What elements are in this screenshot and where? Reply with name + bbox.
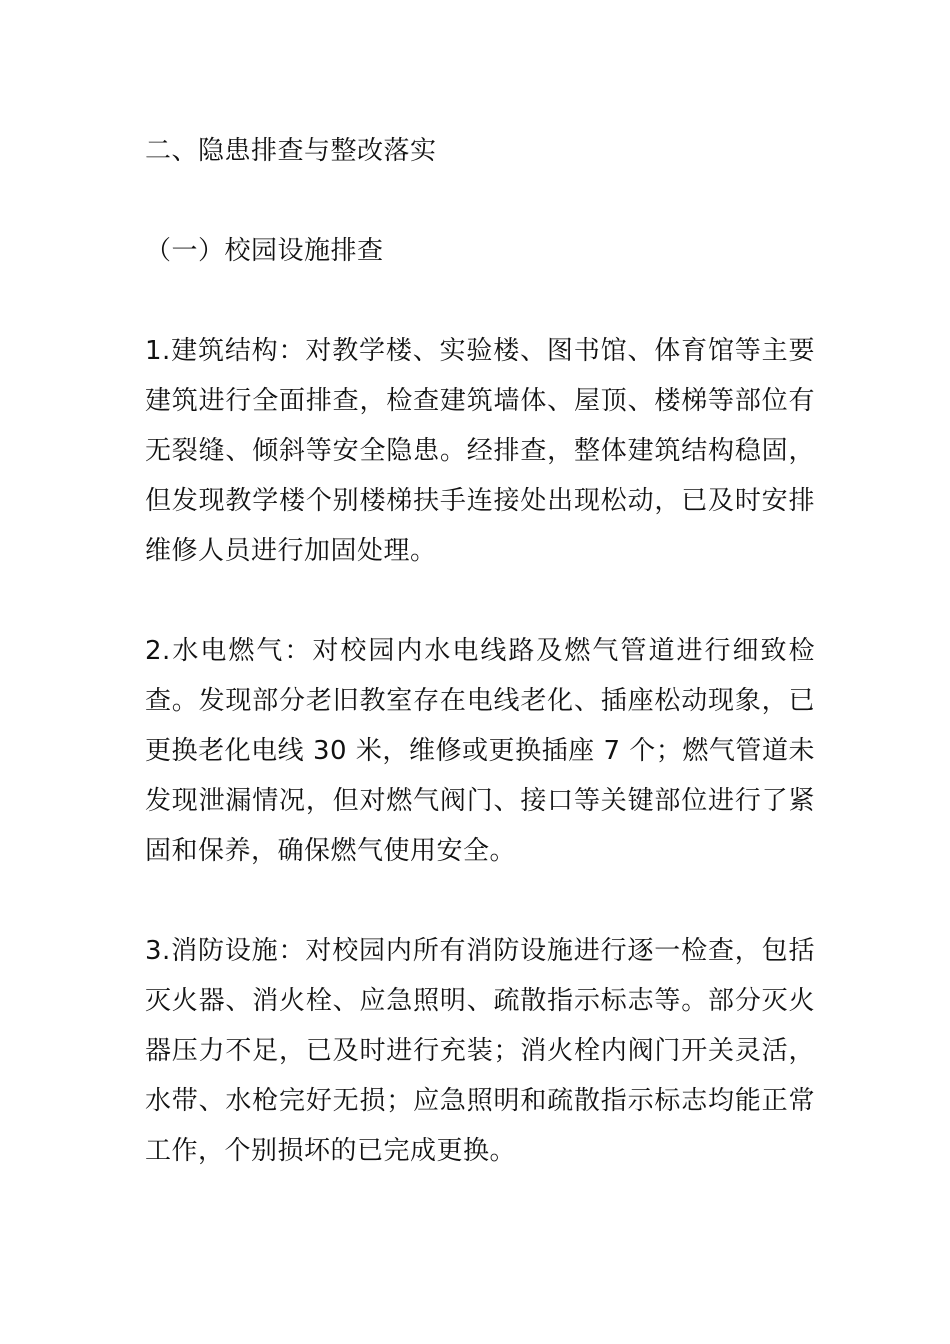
paragraph-building-structure: 1.建筑结构：对教学楼、实验楼、图书馆、体育馆等主要建筑进行全面排查，检查建筑墙体、屋顶、楼梯等部位有无裂缝、倾斜等安全隐患。经排查，整体建筑结构稳固，但发现教学楼个别楼梯扶手连接处出现松动，已及时安排维修人员进行加固处理。 (145, 336, 815, 566)
section-title: 二、隐患排查与整改落实 (145, 136, 437, 166)
document-body (145, 126, 815, 1176)
paragraph-water-electricity-gas: 2.水电燃气：对校园内水电线路及燃气管道进行细致检查。发现部分老旧教室存在电线老化、插座松动现象，已更换老化电线 30 米，维修或更换插座 7 个；燃气管道未发现泄漏情况，但对燃气阀门、接口等关键部位进行了紧固和保养，确保燃气使用安全。 (145, 636, 815, 866)
paragraph-fire-facilities: 3.消防设施：对校园内所有消防设施进行逐一检查，包括灭火器、消火栓、应急照明、疏散指示标志等。部分灭火器压力不足，已及时进行充装；消火栓内阀门开关灵活，水带、水枪完好无损；应急照明和疏散指示标志均能正常工作，个别损坏的已完成更换。 (145, 936, 815, 1166)
subsection-title: （一）校园设施排查 (145, 236, 384, 266)
